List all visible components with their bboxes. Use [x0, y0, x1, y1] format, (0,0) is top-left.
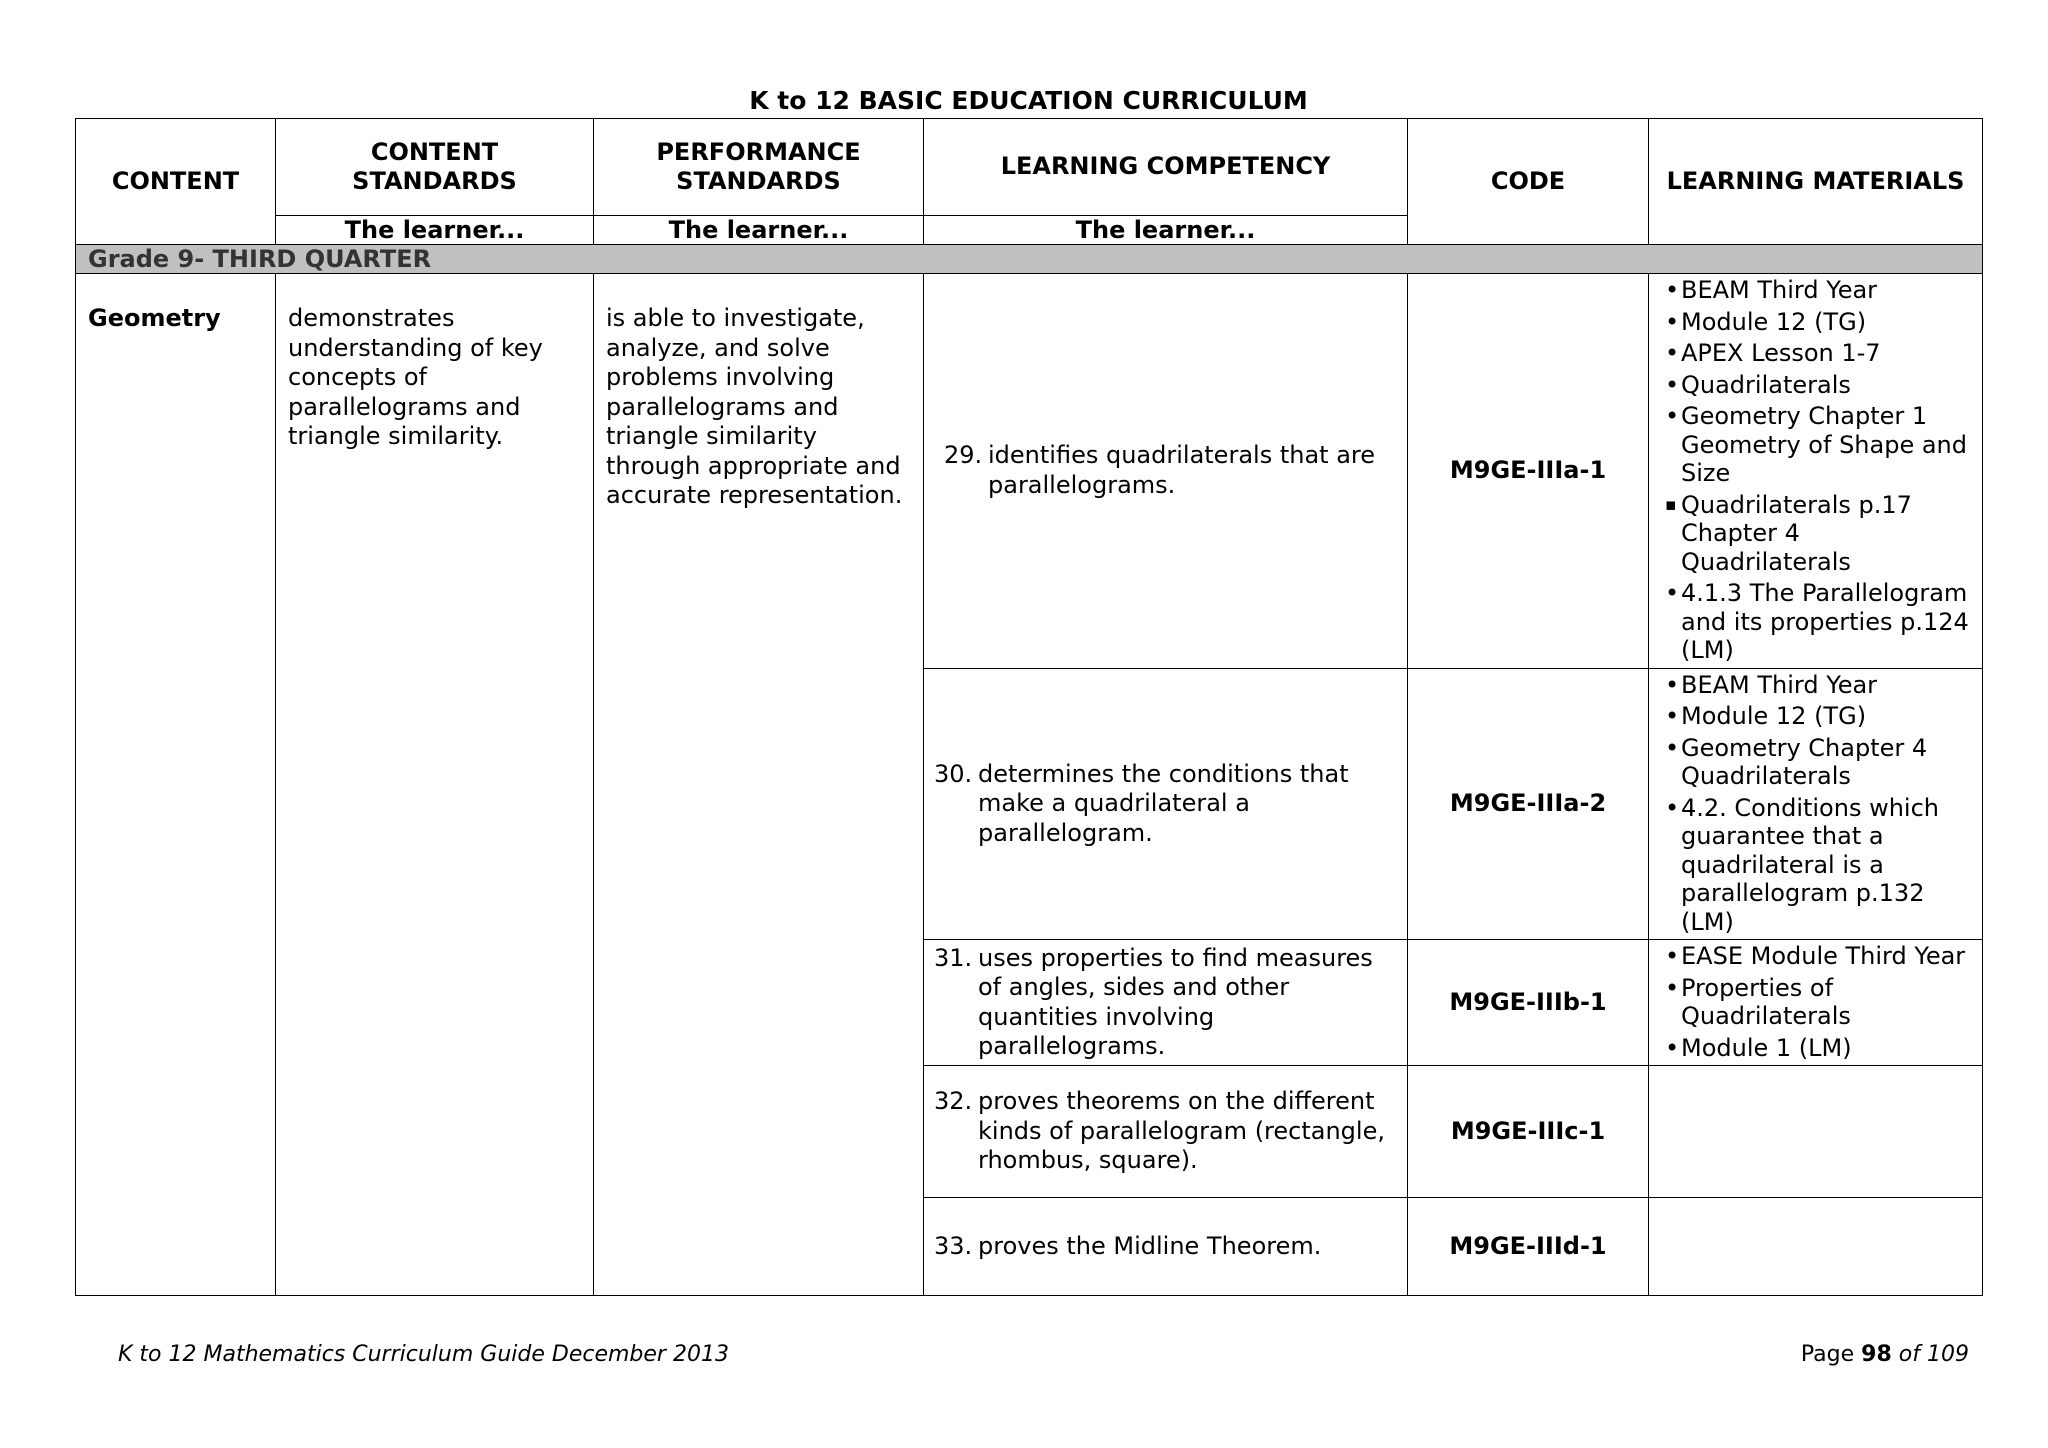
- list-item: • Module 1 (LM): [1681, 1034, 1974, 1063]
- list-item: • 4.2. Conditions which guarantee that a quadrilateral is a parallelogram p.132 (LM): [1681, 794, 1974, 937]
- curriculum-table: [75, 118, 1983, 1296]
- list-item: • 4.1.3 The Parallelogram and its properties p.124 (LM): [1681, 579, 1974, 665]
- code-cell: M9GE-IIId-1: [1408, 1198, 1649, 1296]
- list-item: • Properties of Quadrilaterals: [1681, 974, 1974, 1031]
- competency-text: uses properties to find measures of angles, sides and other quantities involving parallelograms.: [978, 943, 1373, 1060]
- list-item: • Quadrilaterals: [1681, 371, 1974, 400]
- competency-cell: [924, 274, 1408, 669]
- page-total: of 109: [1898, 1342, 1969, 1367]
- list-item: • Geometry Chapter 4 Quadrilaterals: [1681, 734, 1974, 791]
- competency-cell: [924, 668, 1408, 940]
- header-performance-standards: PERFORMANCE STANDARDS: [594, 119, 924, 216]
- header-learning-materials: LEARNING MATERIALS: [1649, 119, 1983, 245]
- subheader-learner: The learner...: [276, 216, 594, 245]
- materials-cell: [1649, 1198, 1983, 1296]
- competency-number: 31.: [934, 943, 973, 972]
- code-cell: M9GE-IIIc-1: [1408, 1066, 1649, 1198]
- competency-text: proves the Midline Theorem.: [978, 1231, 1322, 1260]
- header-learning-competency: LEARNING COMPETENCY: [924, 119, 1408, 216]
- subheader-learner: The learner...: [924, 216, 1408, 245]
- footer-page-number: [1801, 1342, 1969, 1367]
- header-content-standards: CONTENT STANDARDS: [276, 119, 594, 216]
- competency-number: 29.: [944, 441, 983, 470]
- competency-text: determines the conditions that make a quadrilateral a parallelogram.: [978, 759, 1349, 847]
- list-item: • BEAM Third Year: [1681, 671, 1974, 700]
- performance-standard-cell: is able to investigate, analyze, and solve problems involving parallelograms and triangle similarity through appropriate and accurate representation.: [594, 274, 924, 1296]
- competency-cell: [924, 1198, 1408, 1296]
- materials-cell: [1649, 274, 1983, 669]
- materials-cell: [1649, 668, 1983, 940]
- page-title: K to 12 BASIC EDUCATION CURRICULUM: [749, 86, 1308, 115]
- code-cell: M9GE-IIIb-1: [1408, 940, 1649, 1066]
- materials-list: [1681, 671, 1974, 937]
- competency-number: 30.: [934, 759, 973, 788]
- page-current: 98: [1861, 1342, 1892, 1367]
- header-row: [76, 119, 1983, 216]
- list-item: • Module 12 (TG): [1681, 702, 1974, 731]
- page-label: Page: [1800, 1342, 1855, 1367]
- competency-text: identifies quadrilaterals that are parallelograms.: [988, 441, 1375, 499]
- list-item: ▪ Quadrilaterals p.17 Chapter 4 Quadrilaterals: [1681, 491, 1974, 577]
- competency-text: proves theorems on the different kinds of parallelogram (rectangle, rhombus, square).: [978, 1087, 1385, 1175]
- list-item: • BEAM Third Year: [1681, 276, 1974, 305]
- materials-cell: [1649, 1066, 1983, 1198]
- quarter-row: [76, 245, 1983, 274]
- competency-number: 33.: [934, 1231, 973, 1260]
- competency-cell: [924, 940, 1408, 1066]
- header-code: CODE: [1408, 119, 1649, 245]
- competency-cell: [924, 1066, 1408, 1198]
- code-cell: M9GE-IIIa-2: [1408, 668, 1649, 940]
- header-content: CONTENT: [76, 119, 276, 245]
- materials-list: [1681, 276, 1974, 665]
- subheader-learner: The learner...: [594, 216, 924, 245]
- materials-cell: [1649, 940, 1983, 1066]
- list-item: • Module 12 (TG): [1681, 308, 1974, 337]
- content-cell: Geometry: [76, 274, 276, 1296]
- quarter-label: Grade 9- THIRD QUARTER: [76, 245, 1983, 274]
- list-item: • Geometry Chapter 1 Geometry of Shape and Size: [1681, 402, 1974, 488]
- list-item: • EASE Module Third Year: [1681, 942, 1974, 971]
- competency-number: 32.: [934, 1087, 973, 1116]
- list-item: • APEX Lesson 1-7: [1681, 339, 1974, 368]
- materials-list: [1681, 942, 1974, 1062]
- footer-document-title: K to 12 Mathematics Curriculum Guide December 2013: [118, 1342, 729, 1367]
- table-row: [76, 274, 1983, 669]
- content-standard-cell: demonstrates understanding of key concepts of parallelograms and triangle similarity.: [276, 274, 594, 1296]
- code-cell: M9GE-IIIa-1: [1408, 274, 1649, 669]
